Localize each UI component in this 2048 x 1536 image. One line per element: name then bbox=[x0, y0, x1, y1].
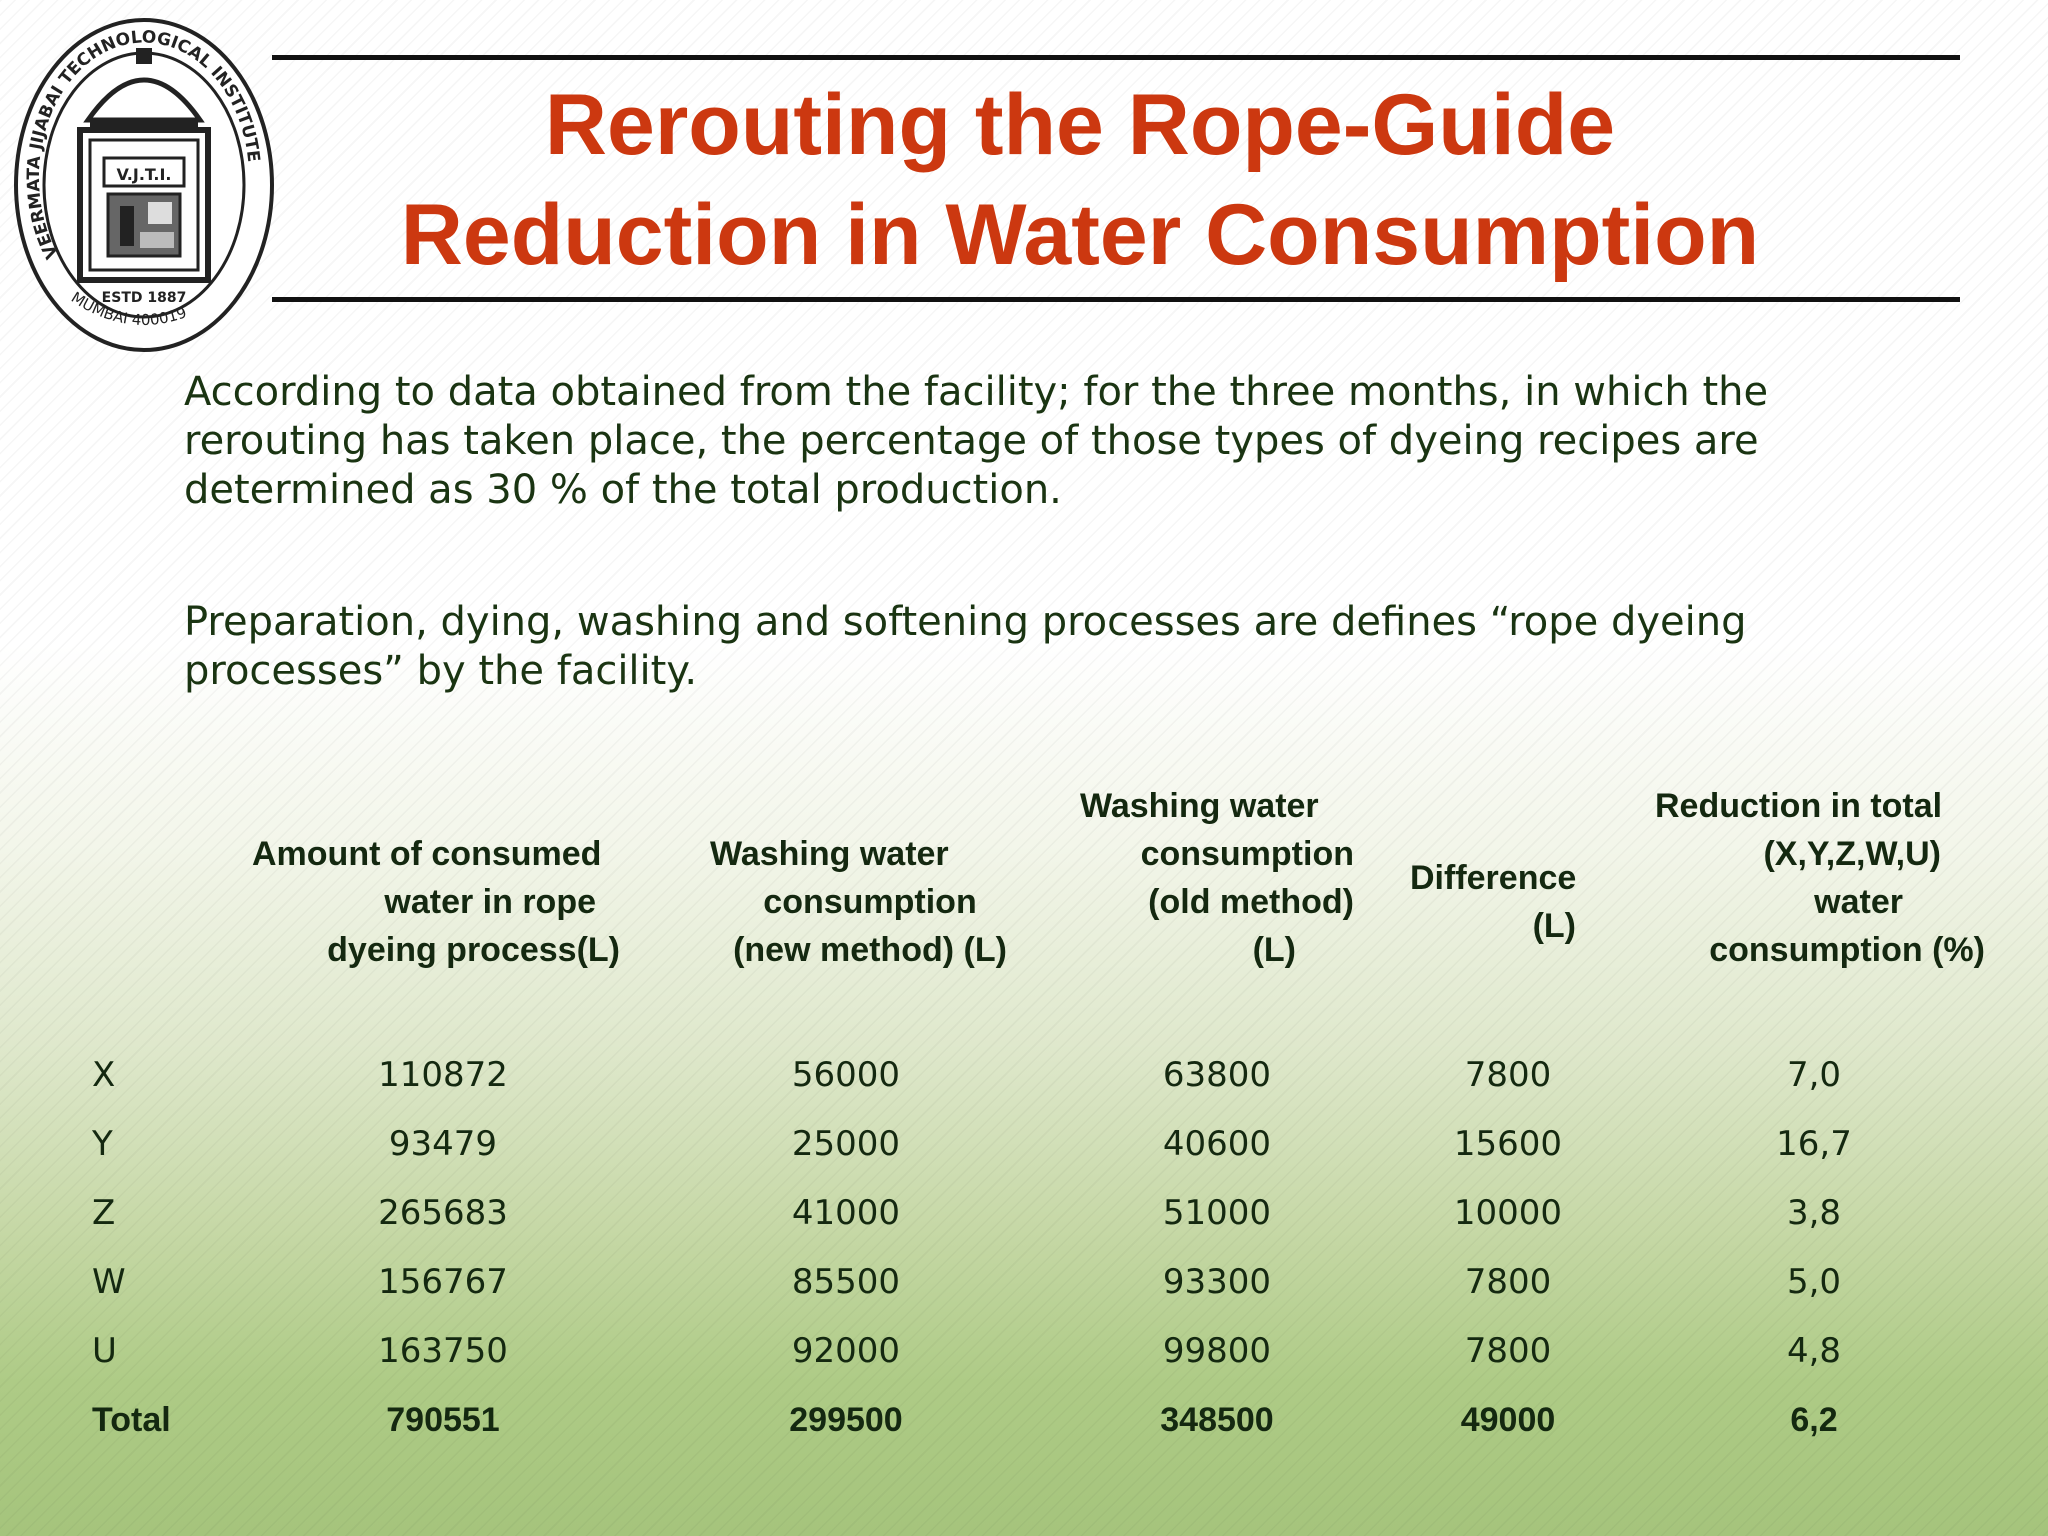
table-cell: Y bbox=[92, 1124, 113, 1164]
table-cell: consumption bbox=[763, 883, 977, 921]
title-rule-top bbox=[272, 55, 1960, 60]
logo-plaque-text: V.J.T.I. bbox=[116, 165, 172, 184]
table-cell: 16,7 bbox=[1776, 1124, 1852, 1164]
table-row bbox=[0, 1045, 2048, 1105]
bullet-list bbox=[120, 368, 1920, 696]
table-row bbox=[0, 1252, 2048, 1312]
table-cell: 7800 bbox=[1464, 1331, 1552, 1371]
table-cell: 51000 bbox=[1162, 1193, 1272, 1233]
logo-ring-bottom-text: MUMBAI 400019 bbox=[67, 288, 189, 330]
table-cell: dyeing process(L) bbox=[327, 931, 620, 969]
table-cell: 92000 bbox=[791, 1331, 901, 1371]
table-cell: 15600 bbox=[1453, 1124, 1563, 1164]
table-row bbox=[0, 1321, 2048, 1381]
table-cell: (L) bbox=[1252, 931, 1296, 969]
table-cell: 56000 bbox=[791, 1055, 901, 1095]
table-cell: 63800 bbox=[1162, 1055, 1272, 1095]
bullet-text: Preparation, dying, washing and softening processes are defines “rope dyeing processes” by the facility. bbox=[184, 599, 1747, 694]
table-cell: water bbox=[1814, 883, 1903, 921]
table-cell: 4,8 bbox=[1786, 1331, 1842, 1371]
table-total-row bbox=[0, 1390, 2048, 1450]
table-cell: 93479 bbox=[388, 1124, 498, 1164]
table-cell: W bbox=[92, 1262, 126, 1302]
table-cell: 110872 bbox=[378, 1055, 508, 1095]
table-cell: 93300 bbox=[1162, 1262, 1272, 1302]
table-row bbox=[0, 1183, 2048, 1243]
table-cell: 163750 bbox=[378, 1331, 508, 1371]
table-cell: 265683 bbox=[378, 1193, 508, 1233]
table-cell: (old method) bbox=[1148, 883, 1354, 921]
table-cell: 156767 bbox=[378, 1262, 508, 1302]
table-row bbox=[0, 1114, 2048, 1174]
table-cell: X bbox=[92, 1055, 116, 1095]
table-cell: (X,Y,Z,W,U) bbox=[1763, 835, 1941, 873]
table-cell: Reduction in total bbox=[1655, 787, 1943, 825]
table-cell: 3,8 bbox=[1786, 1193, 1842, 1233]
table-cell: 348500 bbox=[1160, 1401, 1274, 1439]
table-cell: 7800 bbox=[1464, 1262, 1552, 1302]
header-difference bbox=[1410, 854, 1610, 950]
bullet-item bbox=[120, 598, 1920, 696]
table-cell: Washing water bbox=[710, 835, 949, 873]
table-cell: consumption (%) bbox=[1709, 931, 1985, 969]
table-cell: Total bbox=[92, 1401, 171, 1439]
table-cell: 7800 bbox=[1464, 1055, 1552, 1095]
logo-estd-text: ESTD 1887 bbox=[101, 290, 187, 306]
table-cell: U bbox=[92, 1331, 117, 1371]
header-old-method bbox=[1080, 782, 1380, 974]
table-cell: consumption bbox=[1140, 835, 1354, 873]
table-cell: Amount of consumed bbox=[252, 835, 602, 873]
title-line-2: Reduction in Water Consumption bbox=[400, 187, 1760, 283]
table-cell: 99800 bbox=[1162, 1331, 1272, 1371]
table-cell: Washing water bbox=[1080, 787, 1319, 825]
table-cell: 49000 bbox=[1460, 1401, 1556, 1439]
table-cell: 7,0 bbox=[1786, 1055, 1842, 1095]
table-cell: (L) bbox=[1532, 907, 1576, 945]
table-cell: 25000 bbox=[791, 1124, 901, 1164]
table-cell: 10000 bbox=[1453, 1193, 1563, 1233]
table-cell: Difference bbox=[1410, 859, 1577, 897]
logo-ring-top-text: VEERMATA JIJABAI TECHNOLOGICAL INSTITUTE bbox=[23, 27, 264, 262]
title-rule-bottom bbox=[272, 297, 1960, 302]
table-cell: 85500 bbox=[791, 1262, 901, 1302]
bullet-item bbox=[120, 368, 1920, 515]
table-cell: 299500 bbox=[789, 1401, 903, 1439]
table-cell: 40600 bbox=[1162, 1124, 1272, 1164]
table-cell: water in rope bbox=[384, 883, 596, 921]
header-reduction bbox=[1655, 782, 1985, 974]
table-cell: (new method) (L) bbox=[733, 931, 1007, 969]
table-cell: Z bbox=[92, 1193, 116, 1233]
bullet-text: According to data obtained from the facility; for the three months, in which the rerouting has taken place, the percentage of those types of dyeing recipes are determined as 30 % of the total production. bbox=[184, 369, 1769, 513]
title-line-1: Rerouting the Rope-Guide bbox=[544, 77, 1616, 173]
table-cell: 41000 bbox=[791, 1193, 901, 1233]
table-cell: 5,0 bbox=[1786, 1262, 1842, 1302]
institute-logo-icon bbox=[8, 10, 280, 360]
table-cell: 6,2 bbox=[1790, 1401, 1838, 1439]
header-new-method bbox=[710, 830, 1030, 974]
slide-title bbox=[300, 70, 1860, 290]
table-cell: 790551 bbox=[386, 1401, 500, 1439]
header-consumed-water bbox=[252, 830, 620, 974]
